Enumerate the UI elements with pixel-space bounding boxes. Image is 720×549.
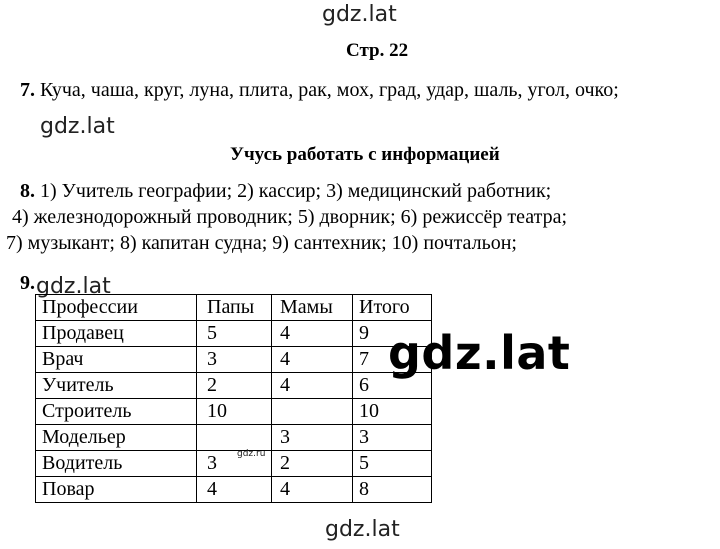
table-cell: 9 <box>353 321 432 347</box>
table-cell: 10 <box>353 399 432 425</box>
professions-table <box>35 294 432 503</box>
table-row <box>36 477 432 503</box>
table-header-row <box>36 295 432 321</box>
task8-number: 8. <box>20 180 35 202</box>
table-cell: 10 <box>197 399 272 425</box>
table-cell: 4 <box>197 477 272 503</box>
table-cell <box>272 399 353 425</box>
table-row <box>36 347 432 373</box>
table-cell: 8 <box>353 477 432 503</box>
table-header-cell: Мамы <box>272 295 353 321</box>
table-cell: Водитель <box>36 451 197 477</box>
task7-line <box>20 79 619 102</box>
table-cell: Строитель <box>36 399 197 425</box>
table-cell: 4 <box>272 477 353 503</box>
watermark-big: gdz.lat <box>388 326 571 380</box>
page-title: Стр. 22 <box>346 40 409 61</box>
table-cell: 2 <box>197 373 272 399</box>
table-cell: 4 <box>272 347 353 373</box>
table-header-cell: Итого <box>353 295 432 321</box>
watermark-table-corner: gdz.lat <box>36 274 111 299</box>
task8-line2: 4) железнодорожный проводник; 5) дворник; 6) режиссёр театра; <box>12 206 567 228</box>
watermark-tiny: gdz.ru <box>237 449 266 459</box>
task8-line1-text: 1) Учитель географии; 2) кассир; 3) медицинский работник; <box>40 180 552 202</box>
watermark-mid-left: gdz.lat <box>40 114 115 139</box>
table-row <box>36 373 432 399</box>
task8-line1 <box>20 180 551 203</box>
table-header-cell: Папы <box>197 295 272 321</box>
table-cell: Модельер <box>36 425 197 451</box>
section-heading: Учусь работать с информацией <box>230 144 500 165</box>
table-cell: Продавец <box>36 321 197 347</box>
table-cell: 5 <box>197 321 272 347</box>
task9-number: 9. <box>20 272 35 294</box>
table-cell: 7 <box>353 347 432 373</box>
table-cell <box>197 425 272 451</box>
task7-number: 7. <box>20 79 35 101</box>
table-cell: 3 <box>353 425 432 451</box>
table-cell: 3 <box>197 451 272 477</box>
table-row <box>36 399 432 425</box>
task8-line3: 7) музыкант; 8) капитан судна; 9) сантехник; 10) почтальон; <box>6 232 517 254</box>
task7-text: Куча, чаша, круг, луна, плита, рак, мох, град, удар, шаль, угол, очко; <box>40 79 619 101</box>
table-cell: Учитель <box>36 373 197 399</box>
table-cell: 5 <box>353 451 432 477</box>
table-row <box>36 321 432 347</box>
table-header-cell: Профессии <box>36 295 197 321</box>
table-cell: 3 <box>197 347 272 373</box>
table-row <box>36 425 432 451</box>
table-row <box>36 451 432 477</box>
table-cell: 4 <box>272 321 353 347</box>
watermark-top: gdz.lat <box>322 2 397 27</box>
watermark-bottom: gdz.lat <box>325 517 400 542</box>
table-cell: Врач <box>36 347 197 373</box>
table-cell: Повар <box>36 477 197 503</box>
table-cell: 6 <box>353 373 432 399</box>
table-cell: 2 <box>272 451 353 477</box>
table-cell: 4 <box>272 373 353 399</box>
table-cell: 3 <box>272 425 353 451</box>
